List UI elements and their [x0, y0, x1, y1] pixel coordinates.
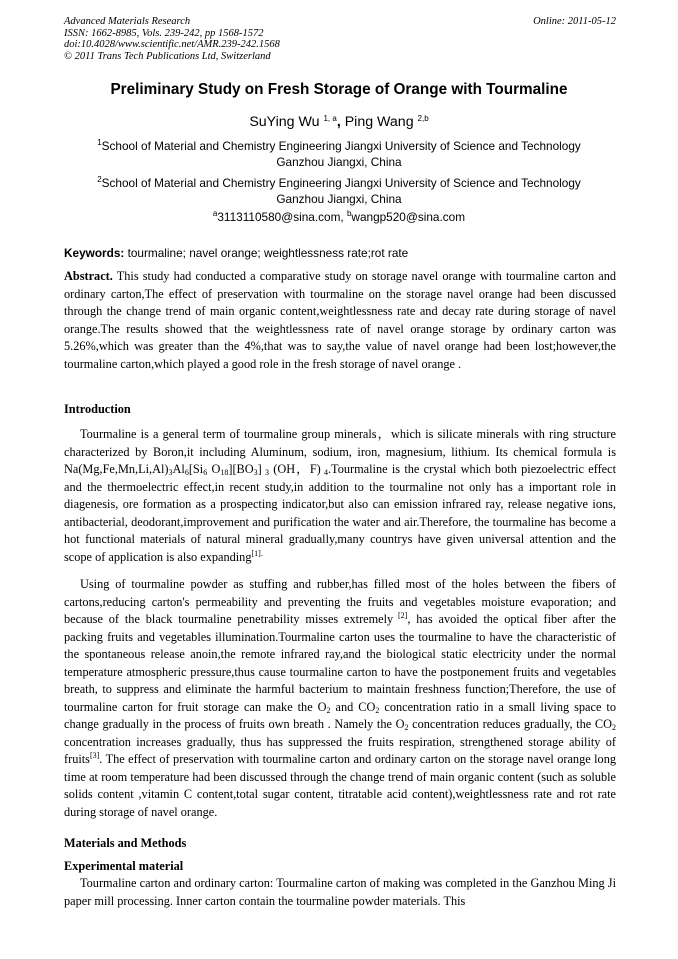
email-b: wangp520@sina.com	[351, 210, 466, 224]
affiliation-2-number: 2	[97, 175, 102, 184]
author-2-affiliation: 2,b	[417, 114, 429, 123]
citation-2: [2]	[393, 611, 408, 620]
email-a-mark: a	[212, 209, 218, 218]
introduction-paragraph-1: Tourmaline is a general term of tourmaline group minerals，which is silicate minerals with ring structure characterized by Boron,it including Aluminum, sodium, iron, magnesium, lithium. Its chemical formula is $Na(Mg,Fe,Mn,Li,Al)_3Al_6[Si_6$ $O_{18}][BO_3]$ $_3$ (OH，F) $_4$.Tourmaline is the crystal which both piezoelectric effect and the thermoelectric effect,in recent study,in addition to the tourmaline not only has a important role in diagenesis, ore formation as a prospecting indicator,but also can emission infrared ray, release negative ions, antibacterial, deodorant,improvement and purification the water and air.Therefore, the tourmaline has become a hot functional materials of natural mineral gradually,many countrys have given universal attention and the scope of application is also expanding$^{[1].}$	[64, 427, 616, 564]
introduction-heading: Introduction	[64, 402, 131, 416]
affiliation-2-line1: School of Material and Chemistry Engineering Jiangxi University of Science and Technology	[101, 176, 581, 190]
introduction-paragraph-2: Using of tourmaline powder as stuffing and rubber,has filled most of the holes between the fibers of cartons,reducing carton's permeability and preventing the fruits and vegetables moisture evaporation; and because of the black tourmaline penetrability misses extremely [2], has avoided the optical fiber after the packing fruits and vegetables illumination.Tourmaline carton uses the tourmaline to have the characteristic of the spontaneous release anoin,the remote infrared ray,and the biological static electricity under the normal temperature atmospheric pressure,thus cause tourmaline carton to have the postponement fruits and vegetables breath, to suppress and eliminate the harmful bacterium to maintain freshness function;Therefore, the use of tourmaline carton for fruit storage can make the $O_2$ and $CO_2$ concentration ratio in a small living space to change gradually in the process of fruits own breath . Namely the $O_2$ concentration reduces gradually, the $CO_2$ concentration increases gradually, thus has suppressed the fruits respiration, strengthened storage ability of fruits[3]. The effect of preservation with tourmaline carton and ordinary carton on the storage navel orange long time at room temperature had been discussed through the change trend of main organic content (such as soluble solids content ,vitamin C content,total sugar content, titratable acid content),weightlessness rate and rot rate during storage of navel orange.	[64, 577, 617, 819]
author-2: Ping Wang	[344, 114, 414, 130]
journal-header	[64, 16, 616, 62]
issn-line: ISSN: 1662-8985, Vols. 239-242, pp 1568-1572	[64, 27, 264, 39]
author-line	[0, 114, 678, 130]
experimental-material-paragraph: Tourmaline carton and ordinary carton: Tourmaline carton of making was completed in the Ganzhou Ming Ji paper mill processing. Inner carton contain the tourmaline powder materials. This	[64, 876, 616, 908]
citation-3: [3]	[89, 751, 100, 760]
abstract	[64, 268, 616, 373]
experimental-material-heading: Experimental material	[64, 859, 184, 873]
paper-title: Preliminary Study on Fresh Storage of Orange with Tourmaline	[110, 81, 568, 98]
affiliation-2-line2: Ganzhou Jiangxi, China	[276, 192, 402, 206]
journal-name: Advanced Materials Research	[64, 16, 191, 27]
materials-methods-heading: Materials and Methods	[64, 836, 187, 850]
email-a: 3113110580@sina.com,	[217, 210, 347, 224]
author-1-affiliation: 1, a	[323, 114, 337, 123]
online-date: Online: 2011-05-12	[533, 16, 616, 27]
affiliation-1	[0, 138, 678, 170]
copyright-line: © 2011 Trans Tech Publications Ltd, Switzerland	[64, 50, 271, 62]
citation-1: [1].	[251, 548, 263, 558]
author-1: SuYing Wu	[249, 114, 320, 130]
keywords-text: tourmaline; navel orange; weightlessness rate;rot rate	[124, 246, 409, 260]
author-emails	[0, 210, 678, 224]
doi-line: doi:10.4028/www.scientific.net/AMR.239-242.1568	[64, 39, 280, 50]
affiliation-1-line1: School of Material and Chemistry Engineering Jiangxi University of Science and Technology	[101, 139, 581, 153]
email-b-mark: b	[346, 209, 352, 218]
abstract-text: This study had conducted a comparative study on storage navel orange with tourmaline carton and ordinary carton,The effect of preservation with tourmaline on the storage navel orange had been discussed through the change trend of main organic content,weightlessness rate and decay rate during storage of navel orange.The results showed that the weightlessness rate of navel orange storage by ordinary carton was 5.26%,which was greater than the 4%,that was to say,the value of navel orange had been lost;however,the tourmaline carton,which played a good role in the fresh storage of navel orange .	[64, 269, 616, 371]
keywords	[64, 246, 616, 260]
keywords-label: Keywords:	[64, 246, 125, 260]
affiliation-1-line2: Ganzhou Jiangxi, China	[276, 155, 402, 169]
abstract-label: Abstract.	[64, 269, 113, 283]
affiliation-1-number: 1	[97, 138, 102, 147]
author-separator: ,	[336, 114, 341, 130]
affiliation-2	[0, 175, 678, 207]
